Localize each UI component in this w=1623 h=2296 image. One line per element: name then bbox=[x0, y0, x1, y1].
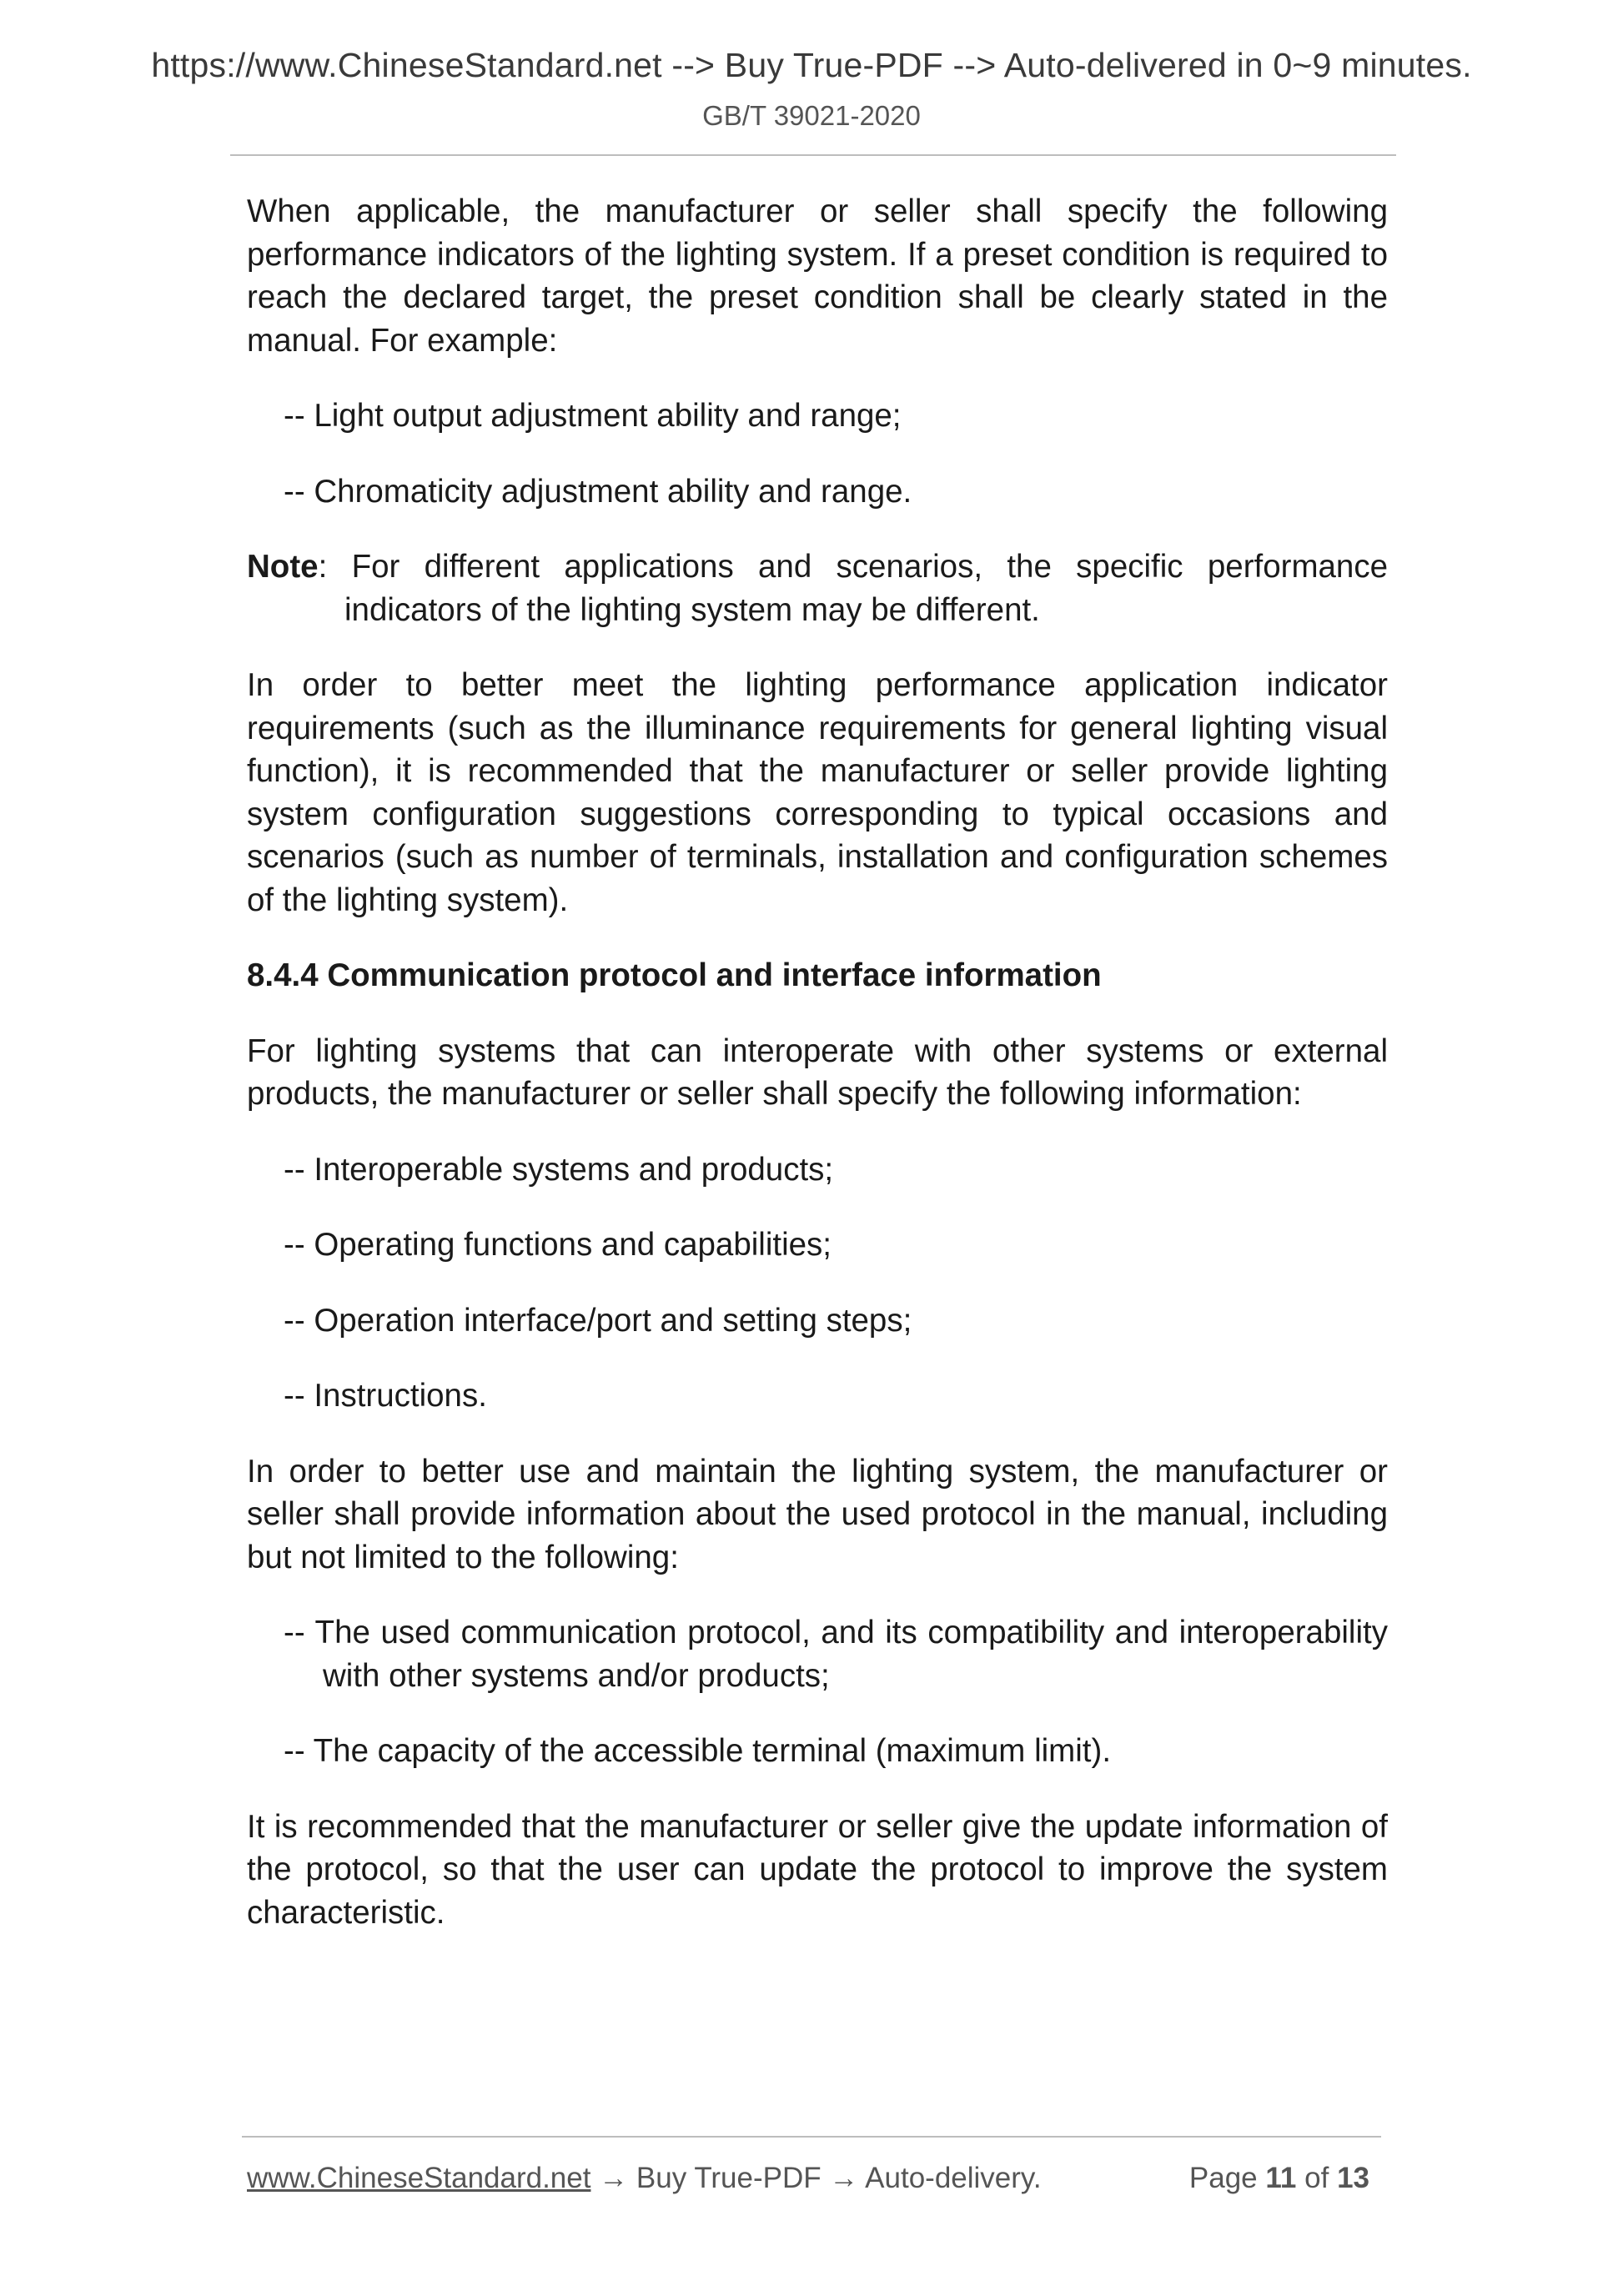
paragraph-interoperability: For lighting systems that can interoperate with other systems or external products, the manufacturer or seller shall specify the following information: bbox=[247, 1032, 1388, 1112]
website-link[interactable]: www.ChineseStandard.net bbox=[247, 2162, 591, 2194]
top-banner: https://www.ChineseStandard.net --> Buy True-PDF --> Auto-delivered in 0~9 minutes. bbox=[151, 46, 1472, 84]
footer-divider bbox=[242, 2136, 1381, 2138]
list-item: -- Interoperable systems and products; bbox=[284, 1151, 834, 1188]
list-item: -- The used communication protocol, and its compatibility and interoperability with other systems and/or products; bbox=[284, 1615, 1388, 1694]
header-divider bbox=[230, 154, 1396, 156]
list-item: -- Chromaticity adjustment ability and range. bbox=[284, 473, 912, 510]
current-page-number: 11 bbox=[1265, 2162, 1297, 2194]
list-item: -- The capacity of the accessible terminal (maximum limit). bbox=[284, 1733, 1112, 1769]
of-label: of bbox=[1304, 2162, 1329, 2194]
footer-tagline: → Buy True-PDF → Auto-delivery. bbox=[590, 2162, 1042, 2194]
section-heading: 8.4.4 Communication protocol and interface information bbox=[247, 957, 1102, 993]
note-text: : For different applications and scenarios, the specific performance indicators of the lighting system may be different. bbox=[318, 549, 1388, 628]
paragraph-performance-indicators: When applicable, the manufacturer or seller shall specify the following performance indicators of the lighting system. If a preset condition is required to reach the declared target, the preset condition shall be clearly stated in the manual. For example: bbox=[247, 193, 1388, 359]
note bbox=[247, 545, 1388, 631]
paragraph-protocol-information: In order to better use and maintain the lighting system, the manufacturer or seller shall provide information about the used protocol in the manual, including but not limited to the following: bbox=[247, 1453, 1388, 1575]
list-item: -- Instructions. bbox=[284, 1378, 487, 1414]
list-item: -- Operating functions and capabilities; bbox=[284, 1227, 832, 1263]
document-body bbox=[247, 190, 1388, 1967]
page-label: Page bbox=[1188, 2162, 1258, 2194]
standard-number: GB/T 39021-2020 bbox=[702, 100, 921, 131]
note-label: Note bbox=[247, 549, 319, 585]
total-page-number: 13 bbox=[1337, 2162, 1369, 2194]
list-item: -- Operation interface/port and setting steps; bbox=[284, 1302, 912, 1339]
page-indicator bbox=[1189, 2162, 1369, 2195]
list-item: -- Light output adjustment ability and range; bbox=[284, 398, 902, 434]
paragraph-protocol-update: It is recommended that the manufacturer or seller give the update information of the protocol, so that the user can update the protocol to improve the system characteristic. bbox=[247, 1808, 1388, 1931]
footer-left bbox=[247, 2162, 1042, 2195]
paragraph-configuration-suggestions: In order to better meet the lighting performance application indicator requirements (such as the illuminance requirements for general lighting visual function), it is recommended that the manufacturer or seller provide lighting system configuration suggestions corresponding to typical occasions and scenarios (such as number of terminals, installation and configuration schemes of the lighting system). bbox=[247, 667, 1388, 918]
